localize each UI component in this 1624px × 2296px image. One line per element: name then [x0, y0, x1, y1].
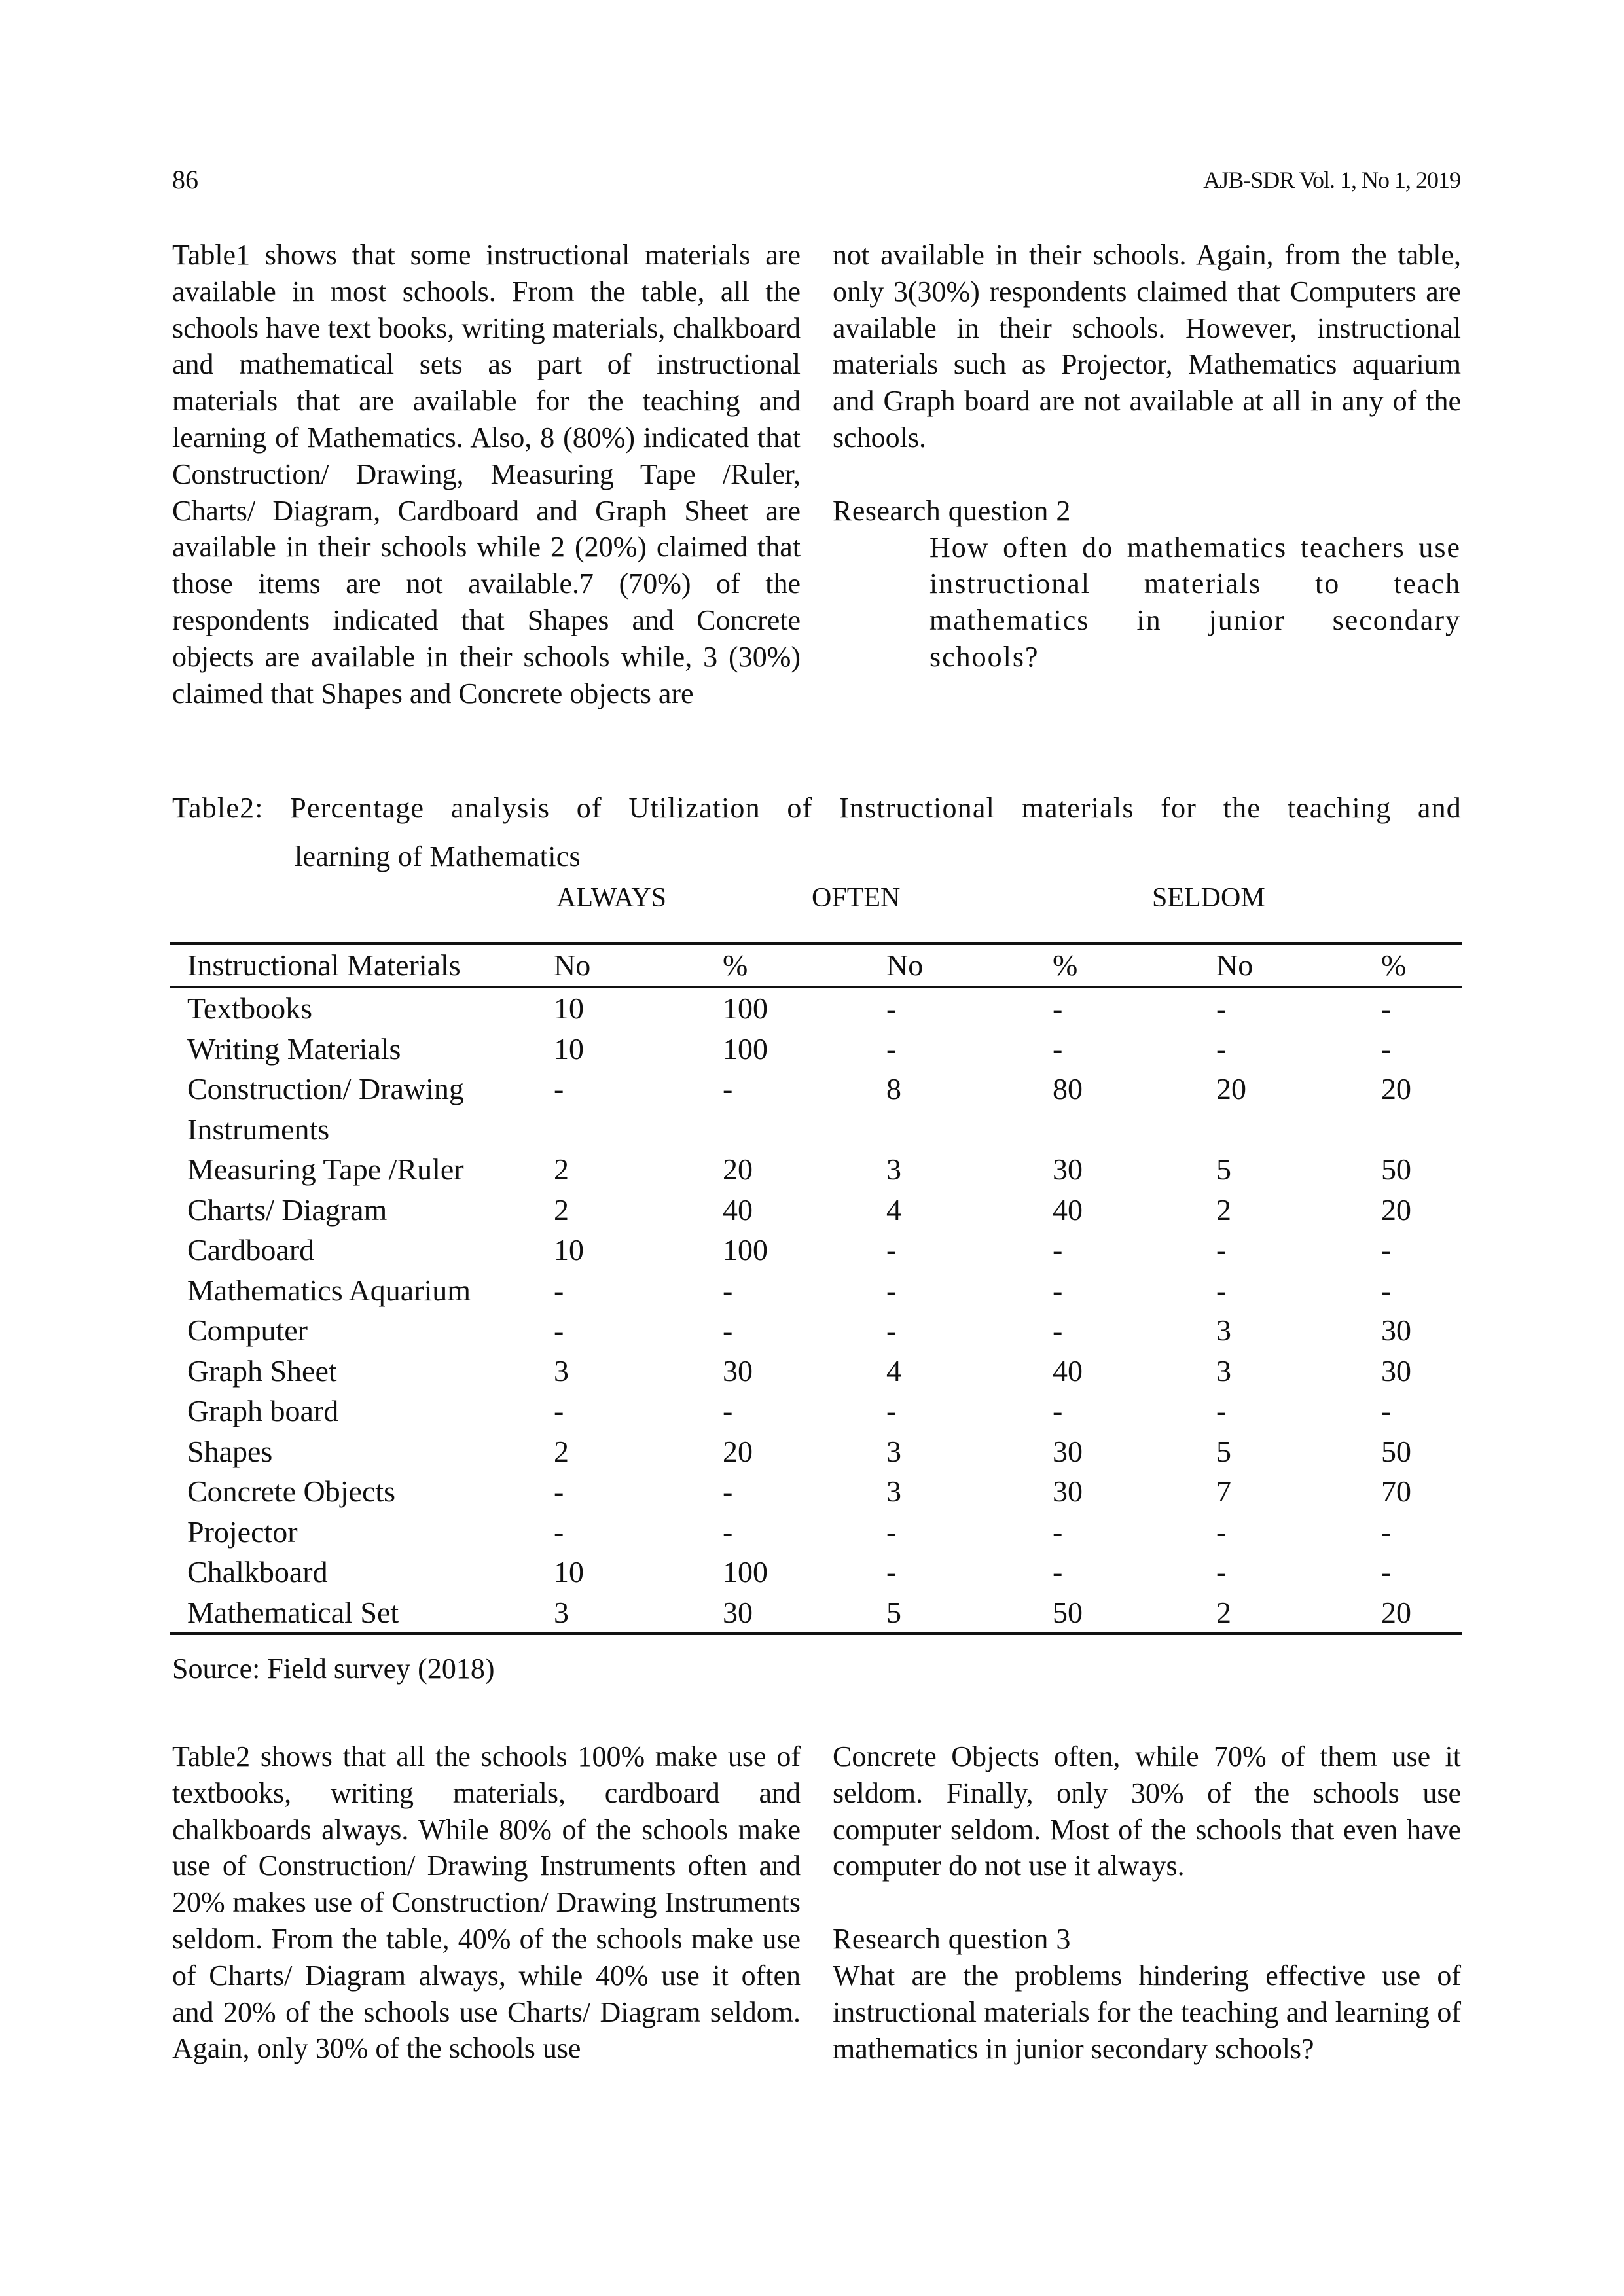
- material-name: Measuring Tape /Ruler: [187, 1153, 464, 1186]
- cell: -: [1053, 1273, 1063, 1307]
- cell: 5: [1216, 1434, 1231, 1468]
- table-row: [170, 1310, 1462, 1351]
- table-row: [170, 1351, 1462, 1391]
- cell: 3: [886, 1153, 901, 1186]
- cell: 20: [723, 1153, 753, 1186]
- material-name: Graph board: [187, 1394, 339, 1427]
- cell: -: [1216, 1394, 1227, 1427]
- cell: 5: [886, 1595, 901, 1629]
- cell: 20: [1381, 1193, 1411, 1227]
- material-name: Mathematics Aquarium: [187, 1273, 471, 1307]
- cell: -: [723, 1273, 733, 1307]
- cell: -: [1053, 1555, 1063, 1588]
- cell: -: [886, 1273, 897, 1307]
- material-name: Shapes: [187, 1434, 273, 1468]
- cell: -: [554, 1394, 564, 1427]
- table1-discussion-continued: not available in their schools. Again, from the table, only 3(30%) respondents claimed that Computers are available in their schools. However, instructional materials such as Projector, Mathematics aquarium and Graph board are not available at all in any of the schools.: [833, 239, 1461, 454]
- cell: -: [723, 1314, 733, 1347]
- bottom-right-column: [833, 1738, 1461, 2067]
- research-question-2-text: How often do mathematics teachers use instructional materials to teach mathematics in junior secondary schools?: [929, 531, 1461, 673]
- cell: -: [554, 1072, 564, 1105]
- cell: -: [1216, 1233, 1227, 1266]
- cell: 4: [886, 1354, 901, 1388]
- cell: 50: [1381, 1434, 1411, 1468]
- cell: -: [1381, 1233, 1392, 1266]
- table-row: [170, 987, 1462, 1029]
- cell: -: [1381, 1394, 1392, 1427]
- cell: 30: [723, 1354, 753, 1388]
- table2-discussion-paragraph: Table2 shows that all the schools 100% make use of textbooks, writing materials, cardboard and chalkboards always. While 80% of the schools make use of Construction/ Drawing Instruments often and 20% makes use of Construction/ Drawing Instruments seldom. From the table, 40% of the schools make use of Charts/ Diagram always, while 40% use it often and 20% of the schools use Charts/ Diagram seldom. Again, only 30% of the schools use: [172, 1740, 801, 2065]
- cell: -: [886, 1314, 897, 1347]
- material-name: Chalkboard: [187, 1555, 328, 1588]
- material-name: Projector: [187, 1515, 298, 1549]
- cell: 100: [723, 992, 768, 1025]
- journal-citation: AJB-SDR Vol. 1, No 1, 2019: [1203, 167, 1460, 193]
- cell: -: [1381, 992, 1392, 1025]
- cell: 8: [886, 1072, 901, 1105]
- cell: -: [1053, 1031, 1063, 1066]
- research-question-2-heading: Research question 2: [833, 494, 1071, 527]
- cell: 20: [1381, 1072, 1411, 1105]
- cell: 30: [1053, 1434, 1083, 1468]
- table-caption: Table2: Percentage analysis of Utilization of Instructional materials for the teaching and: [172, 792, 1462, 824]
- cell: 20: [1381, 1595, 1411, 1629]
- column-header-often-no: No: [886, 948, 924, 982]
- cell: -: [1381, 1031, 1392, 1066]
- material-name: Computer: [187, 1314, 308, 1347]
- cell: 70: [1381, 1475, 1411, 1508]
- top-left-column: [172, 237, 801, 711]
- cell: 30: [723, 1595, 753, 1629]
- group-heading-seldom: SELDOM: [1152, 883, 1265, 913]
- cell: 10: [554, 1031, 584, 1066]
- column-header-often-pct: %: [1053, 948, 1078, 982]
- research-question-3-text: What are the problems hindering effective use of instructional materials for the teaching and learning of mathematics in junior secondary schools?: [833, 1959, 1461, 2065]
- group-heading-often: OFTEN: [812, 883, 901, 913]
- table2-discussion-continued: Concrete Objects often, while 70% of them use it seldom. Finally, only 30% of the schools use computer seldom. Most of the schools that even have computer do not use it always.: [833, 1740, 1461, 1882]
- cell: -: [723, 1072, 733, 1105]
- cell: 3: [886, 1475, 901, 1508]
- cell: -: [886, 1555, 897, 1588]
- cell: 2: [554, 1193, 569, 1227]
- cell: -: [554, 1515, 564, 1549]
- cell: 40: [1053, 1193, 1083, 1227]
- cell: -: [1216, 992, 1227, 1025]
- cell: 2: [554, 1153, 569, 1186]
- cell: -: [723, 1515, 733, 1549]
- material-name: Cardboard: [187, 1233, 315, 1266]
- material-name: Graph Sheet: [187, 1354, 337, 1388]
- table-row: [170, 1069, 1462, 1149]
- cell: 100: [723, 1555, 768, 1588]
- material-name: Concrete Objects: [187, 1475, 396, 1508]
- cell: -: [1053, 1515, 1063, 1549]
- table-row: [170, 1391, 1462, 1431]
- cell: 10: [554, 1233, 584, 1266]
- cell: -: [723, 1394, 733, 1427]
- cell: -: [1216, 1515, 1227, 1549]
- cell: 50: [1053, 1595, 1083, 1629]
- table-row: [170, 1512, 1462, 1552]
- cell: 30: [1053, 1475, 1083, 1508]
- cell: 3: [1216, 1314, 1231, 1347]
- table-row: [170, 1552, 1462, 1592]
- cell: 50: [1381, 1153, 1411, 1186]
- cell: -: [1216, 1031, 1227, 1066]
- cell: -: [1053, 992, 1063, 1025]
- cell: 3: [554, 1595, 569, 1629]
- cell: -: [1053, 1233, 1063, 1266]
- page-number: 86: [172, 165, 198, 194]
- column-header-always-no: No: [554, 948, 591, 982]
- cell: 10: [554, 1555, 584, 1588]
- group-heading-always: ALWAYS: [556, 883, 667, 913]
- cell: -: [554, 1475, 564, 1508]
- cell: 3: [1216, 1354, 1231, 1388]
- research-question-3-heading: Research question 3: [833, 1923, 1071, 1956]
- column-header-always-pct: %: [723, 948, 748, 982]
- table-row: [170, 1029, 1462, 1069]
- cell: -: [886, 1031, 897, 1066]
- cell: 20: [723, 1434, 753, 1468]
- material-name: Construction/ Drawing Instruments: [187, 1072, 464, 1146]
- cell: 3: [886, 1434, 901, 1468]
- utilization-table: [170, 942, 1462, 1635]
- cell: -: [1381, 1515, 1392, 1549]
- cell: 3: [554, 1354, 569, 1388]
- cell: -: [1053, 1394, 1063, 1427]
- cell: 7: [1216, 1475, 1231, 1508]
- cell: 30: [1381, 1354, 1411, 1388]
- cell: 20: [1216, 1072, 1246, 1105]
- material-name: Textbooks: [187, 992, 312, 1025]
- column-header-seldom-no: No: [1216, 948, 1254, 982]
- table-row: [170, 1270, 1462, 1311]
- table-caption-continued: learning of Mathematics: [295, 840, 581, 872]
- table-row: [170, 1190, 1462, 1230]
- column-header-seldom-pct: %: [1381, 948, 1407, 982]
- table-row: [170, 1592, 1462, 1634]
- cell: 2: [1216, 1193, 1231, 1227]
- cell: -: [886, 1515, 897, 1549]
- cell: -: [1381, 1555, 1392, 1588]
- cell: -: [1216, 1273, 1227, 1307]
- cell: 30: [1053, 1153, 1083, 1186]
- material-name: Writing Materials: [187, 1031, 401, 1066]
- bottom-left-column: [172, 1738, 801, 2067]
- cell: -: [886, 1233, 897, 1266]
- cell: 2: [1216, 1595, 1231, 1629]
- table-source-note: Source: Field survey (2018): [172, 1653, 495, 1685]
- table-header-row: [170, 944, 1462, 987]
- cell: -: [886, 1394, 897, 1427]
- cell: 4: [886, 1193, 901, 1227]
- cell: 40: [723, 1193, 753, 1227]
- cell: 30: [1381, 1314, 1411, 1347]
- cell: -: [554, 1273, 564, 1307]
- table1-discussion-paragraph: Table1 shows that some instructional materials are available in most schools. From the table, all the schools have text books, writing materials, chalkboard and mathematical sets as part of instructional materials that are available for the teaching and learning of Mathematics. Also, 8 (80%) indicated that Construction/ Drawing, Measuring Tape /Ruler, Charts/ Diagram, Cardboard and Graph Sheet are available in their schools while 2 (20%) claimed that those items are not available.7 (70%) of the respondents indicated that Shapes and Concrete objects are available in their schools while, 3 (30%) claimed that Shapes and Concrete objects are: [172, 239, 801, 709]
- cell: 80: [1053, 1072, 1083, 1105]
- cell: 2: [554, 1434, 569, 1468]
- cell: 100: [723, 1233, 768, 1266]
- cell: 10: [554, 992, 584, 1025]
- cell: -: [886, 992, 897, 1025]
- table-row: [170, 1471, 1462, 1512]
- table-row: [170, 1431, 1462, 1472]
- material-name: Charts/ Diagram: [187, 1193, 388, 1227]
- column-header-materials: Instructional Materials: [187, 948, 461, 982]
- cell: 5: [1216, 1153, 1231, 1186]
- cell: -: [723, 1475, 733, 1508]
- cell: 40: [1053, 1354, 1083, 1388]
- cell: -: [554, 1314, 564, 1347]
- material-name: Mathematical Set: [187, 1595, 399, 1629]
- table-row: [170, 1230, 1462, 1270]
- cell: 100: [723, 1031, 768, 1066]
- top-right-column: [833, 237, 1461, 675]
- table-row: [170, 1149, 1462, 1190]
- cell: -: [1216, 1555, 1227, 1588]
- cell: -: [1381, 1273, 1392, 1307]
- cell: -: [1053, 1314, 1063, 1347]
